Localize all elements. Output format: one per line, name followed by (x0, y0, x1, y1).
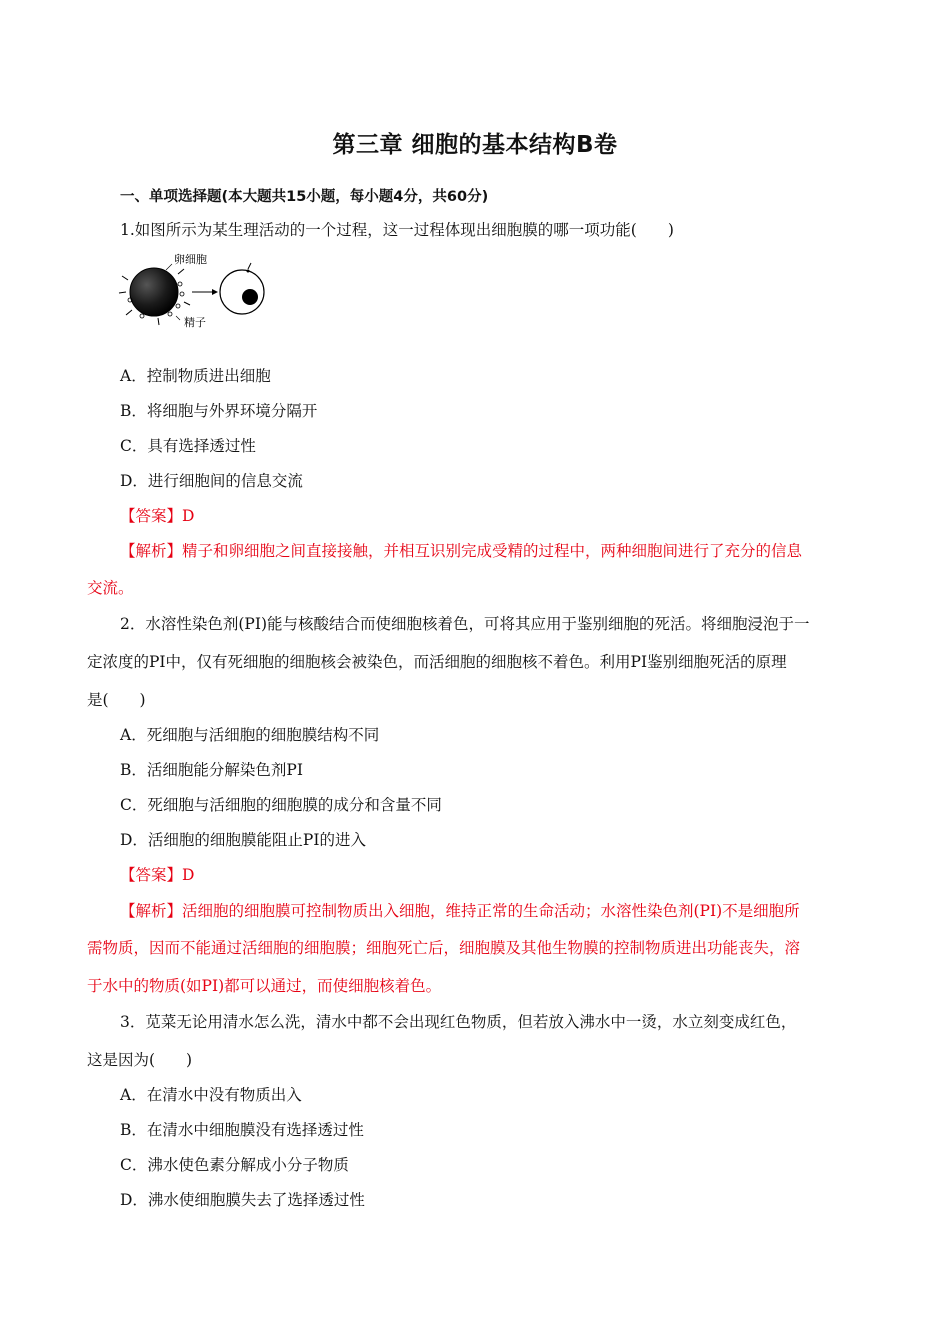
q3-option-a: A．在清水中没有物质出入 (120, 1086, 302, 1104)
q2-analysis-line: 于水中的物质(如PI)都可以通过，而使细胞核着色。 (87, 977, 442, 995)
q2-option-d: D．活细胞的细胞膜能阻止PI的进入 (120, 831, 366, 849)
figure-label-sperm: 精子 (184, 316, 206, 329)
fertilization-figure (118, 250, 278, 330)
q1-option-b: B．将细胞与外界环境分隔开 (120, 402, 318, 420)
section-heading: 一、单项选择题(本大题共15小题，每小题4分，共60分) (120, 189, 489, 205)
q1-option-c: C．具有选择透过性 (120, 437, 256, 455)
egg-cell-with-sperms (119, 264, 190, 325)
q1-answer: 【答案】D (120, 507, 195, 525)
q2-stem-line: 定浓度的PI中，仅有死细胞的细胞核会被染色，而活细胞的细胞核不着色。利用PI鉴别细胞死活的原理 (87, 653, 787, 671)
q1-analysis-line: 【解析】精子和卵细胞之间直接接触，并相互识别完成受精的过程中，两种细胞间进行了充分的信息 (120, 542, 803, 560)
q3-option-c: C．沸水使色素分解成小分子物质 (120, 1156, 349, 1174)
q1-option-d: D．进行细胞间的信息交流 (120, 472, 303, 490)
q2-option-b: B．活细胞能分解染色剂PI (120, 761, 303, 779)
q2-stem-line: 2．水溶性染色剂(PI)能与核酸结合而使细胞核着色，可将其应用于鉴别细胞的死活。将细胞浸泡于一 (120, 615, 810, 633)
q2-analysis-line: 【解析】活细胞的细胞膜可控制物质出入细胞，维持正常的生命活动；水溶性染色剂(PI)不是细胞所 (120, 902, 800, 920)
q2-analysis-line: 需物质，因而不能通过活细胞的细胞膜；细胞死亡后，细胞膜及其他生物膜的控制物质进出功能丧失，溶 (87, 939, 801, 957)
q1-stem: 1.如图所示为某生理活动的一个过程，这一过程体现出细胞膜的哪一项功能( ) (120, 221, 674, 239)
q1-analysis-line: 交流。 (87, 579, 134, 597)
page-title: 第三章 细胞的基本结构B卷 (332, 132, 618, 158)
q3-stem-line: 这是因为( ) (87, 1051, 193, 1069)
arrow-icon (192, 289, 218, 295)
q3-option-d: D．沸水使细胞膜失去了选择透过性 (120, 1191, 365, 1209)
fertilized-egg-icon (220, 263, 264, 314)
q1-option-a: A．控制物质进出细胞 (120, 367, 271, 385)
q2-answer: 【答案】D (120, 866, 195, 884)
q2-option-c: C．死细胞与活细胞的细胞膜的成分和含量不同 (120, 796, 442, 814)
q3-stem-line: 3．苋菜无论用清水怎么洗，清水中都不会出现红色物质，但若放入沸水中一烫，水立刻变成红色， (120, 1013, 797, 1031)
q3-option-b: B．在清水中细胞膜没有选择透过性 (120, 1121, 364, 1139)
q2-stem-line: 是( ) (87, 691, 146, 709)
q2-option-a: A．死细胞与活细胞的细胞膜结构不同 (120, 726, 380, 744)
figure-label-egg: 卵细胞 (174, 253, 207, 266)
